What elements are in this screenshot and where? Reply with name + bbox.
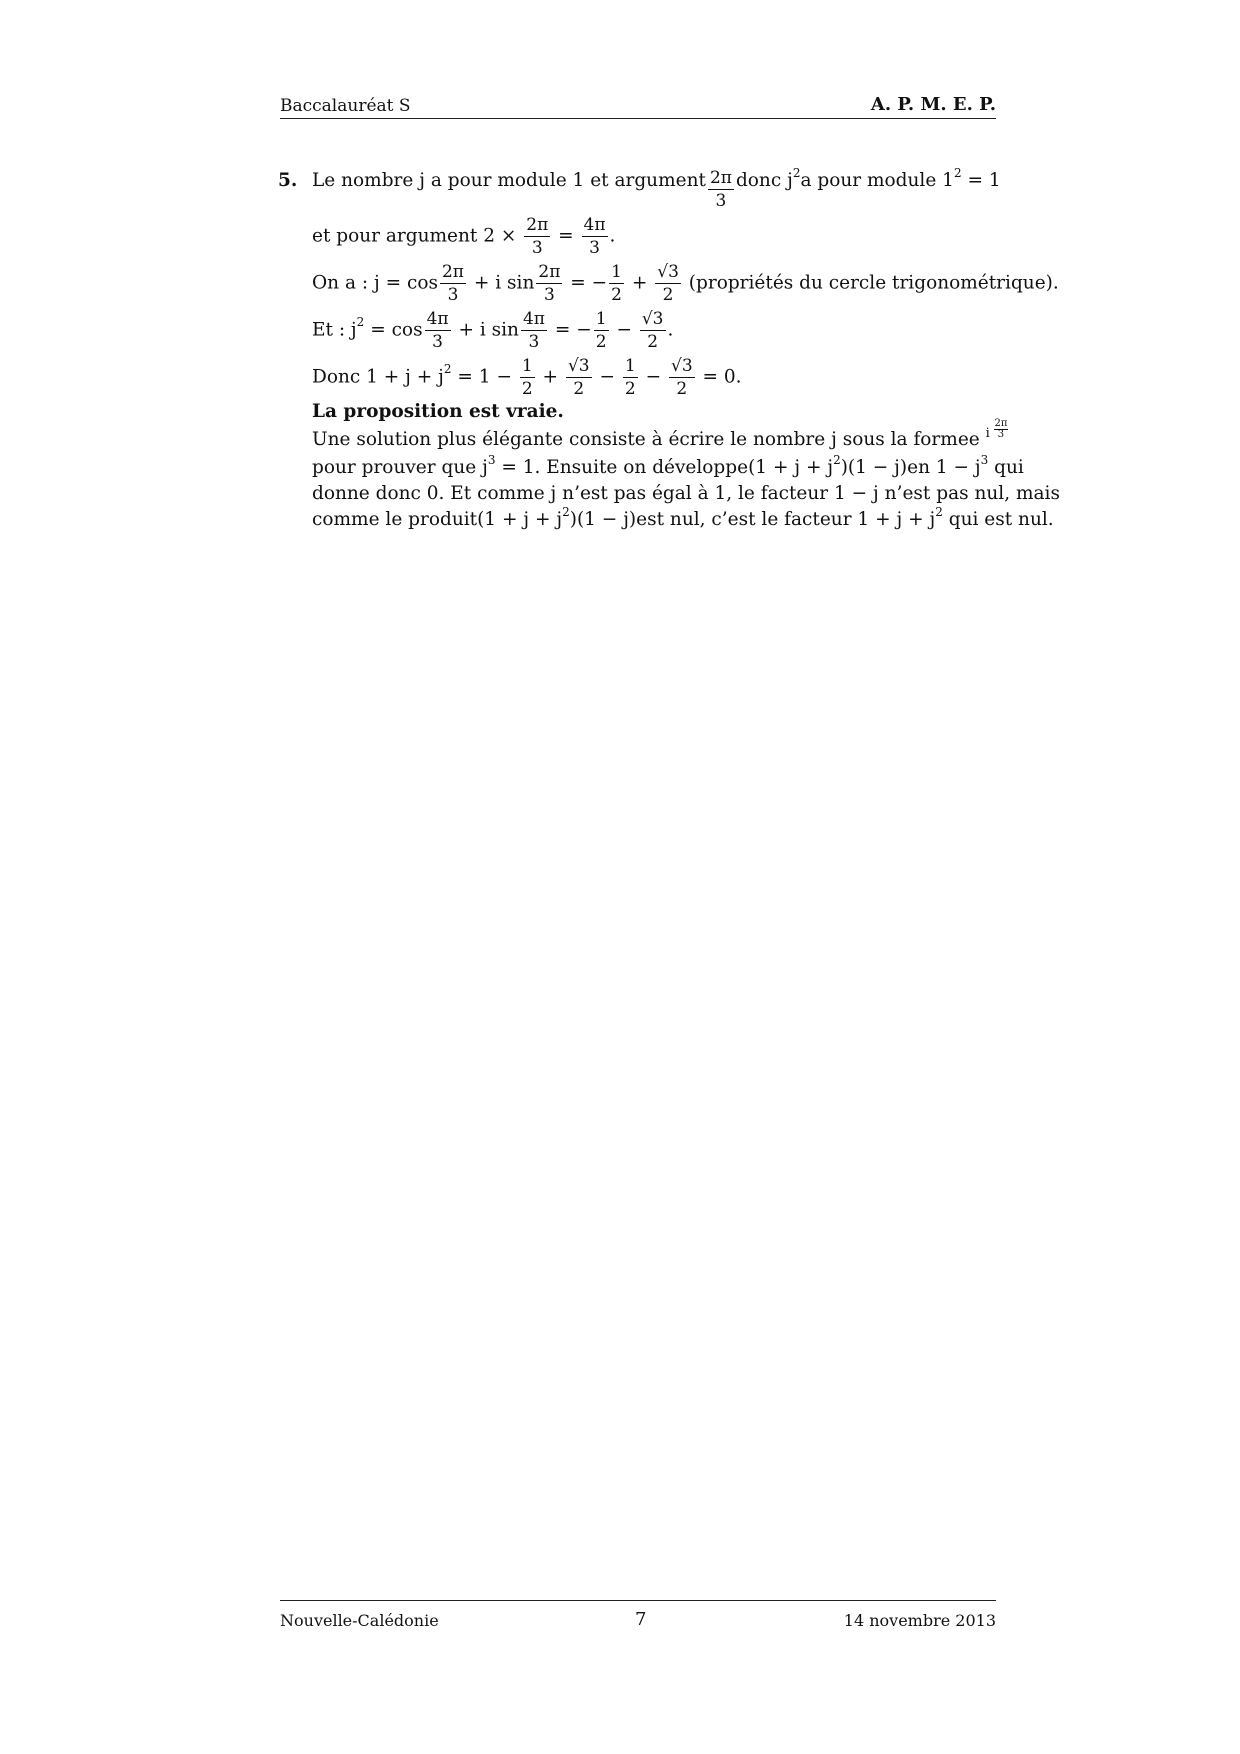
text: donc $j^2$ xyxy=(735,165,801,191)
para-line-1 xyxy=(312,418,1008,455)
line-2 xyxy=(312,215,996,258)
line-5: Donc $1 + j + j^2 = 1$ − $\frac{1}{2}$ + $\frac{√3}{2}$ − $\frac{1}{2}$ − $\frac{√3}{2}$ = 0. xyxy=(312,356,742,399)
text: On a : j = cos xyxy=(312,272,438,294)
text: + i sin xyxy=(452,319,519,341)
text: Une solution plus élégante consiste à écrire le nombre j sous la forme xyxy=(312,429,969,450)
text: $(1 + j + j^2)(1 - j)$ xyxy=(477,504,637,530)
text: = − xyxy=(564,272,608,294)
question-number: 5. xyxy=(278,170,298,191)
fraction: $\frac{2\pi}{3}$ xyxy=(538,262,561,305)
fraction: $\frac{2\pi}{3}$ xyxy=(441,262,464,305)
text: = − xyxy=(548,319,592,341)
text: − xyxy=(639,366,667,388)
line-1 xyxy=(312,165,1001,211)
text: − xyxy=(593,366,621,388)
para-line-4 xyxy=(312,504,1054,533)
question-block xyxy=(278,165,1060,533)
text: $(1 + j + j^2)(1 - j)$ xyxy=(748,452,908,478)
text: + xyxy=(536,366,564,388)
text: Le nombre j a pour module 1 et argument xyxy=(312,170,706,191)
fraction: $\frac{2\pi}{3}$ xyxy=(526,215,549,258)
text: (propriétés du cercle trigonométrique). xyxy=(682,272,1059,294)
text: = cos xyxy=(364,319,423,341)
text: = 1 − xyxy=(451,366,518,388)
page-footer xyxy=(280,1600,996,1630)
conclusion: La proposition est vraie. xyxy=(312,401,564,422)
text: a pour module $1^2 = 1$ xyxy=(800,165,1001,191)
fraction: $\frac{4\pi}{3}$ xyxy=(522,309,545,352)
fraction: $\frac{1}{2}$ xyxy=(521,356,533,399)
text: + i sin xyxy=(467,272,535,294)
fraction: $\frac{4\pi}{3}$ xyxy=(583,215,606,258)
text: − xyxy=(610,319,638,341)
para-line-3: donne donc 0. Et comme j n’est pas égal à 1, le facteur 1 − j n’est pas nul, mais xyxy=(312,483,1060,504)
para-line-2 xyxy=(312,452,1024,481)
fraction: $\frac{1}{2}$ xyxy=(611,262,622,305)
text: . xyxy=(667,319,674,341)
fraction: $\frac{√3}{2}$ xyxy=(641,309,664,352)
fraction: $\frac{4\pi}{3}$ xyxy=(426,309,449,352)
text: pour prouver que $j^3 = 1$. Ensuite on développe xyxy=(312,452,749,478)
fraction: $\frac{2\pi}{3}$ xyxy=(709,168,732,211)
fraction: $\frac{1}{2}$ xyxy=(595,309,607,352)
text: . xyxy=(609,225,616,247)
fraction: $\frac{√3}{2}$ xyxy=(657,262,679,305)
fraction: $\frac{√3}{2}$ xyxy=(670,356,693,399)
text: = xyxy=(552,225,580,247)
text: comme le produit xyxy=(312,509,478,530)
page-number: 7 xyxy=(635,1609,647,1630)
fraction: $\frac{√3}{2}$ xyxy=(567,356,590,399)
text: + xyxy=(625,272,654,294)
text: Donc 1 + j + j xyxy=(312,366,444,388)
text: Et : j xyxy=(312,319,357,341)
line-4: Et : $j^2 = \cos$ $\frac{4\pi}{3}$ + i sin $\frac{4\pi}{3}$ = − $\frac{1}{2}$ − $\frac{√3}{2}$ . xyxy=(312,309,674,352)
text: en $1 - j^3$ qui xyxy=(907,452,1024,478)
line-3 xyxy=(312,262,1059,305)
footer-left: Nouvelle-Calédonie xyxy=(280,1611,439,1630)
header-right: A. P. M. E. P. xyxy=(870,94,996,115)
header-left: Baccalauréat S xyxy=(280,96,411,116)
fraction: $\frac{1}{2}$ xyxy=(624,356,636,399)
text: et pour argument 2 × xyxy=(312,225,517,247)
text: est nul, c’est le facteur $1 + j + j^2$ qui est nul. xyxy=(636,504,1054,530)
text: = 0. xyxy=(696,366,742,388)
footer-date: 14 novembre 2013 xyxy=(843,1611,996,1630)
page-header xyxy=(280,96,996,119)
exponential: e $^i$ $\frac{2\pi}{3}$ xyxy=(968,418,1008,450)
